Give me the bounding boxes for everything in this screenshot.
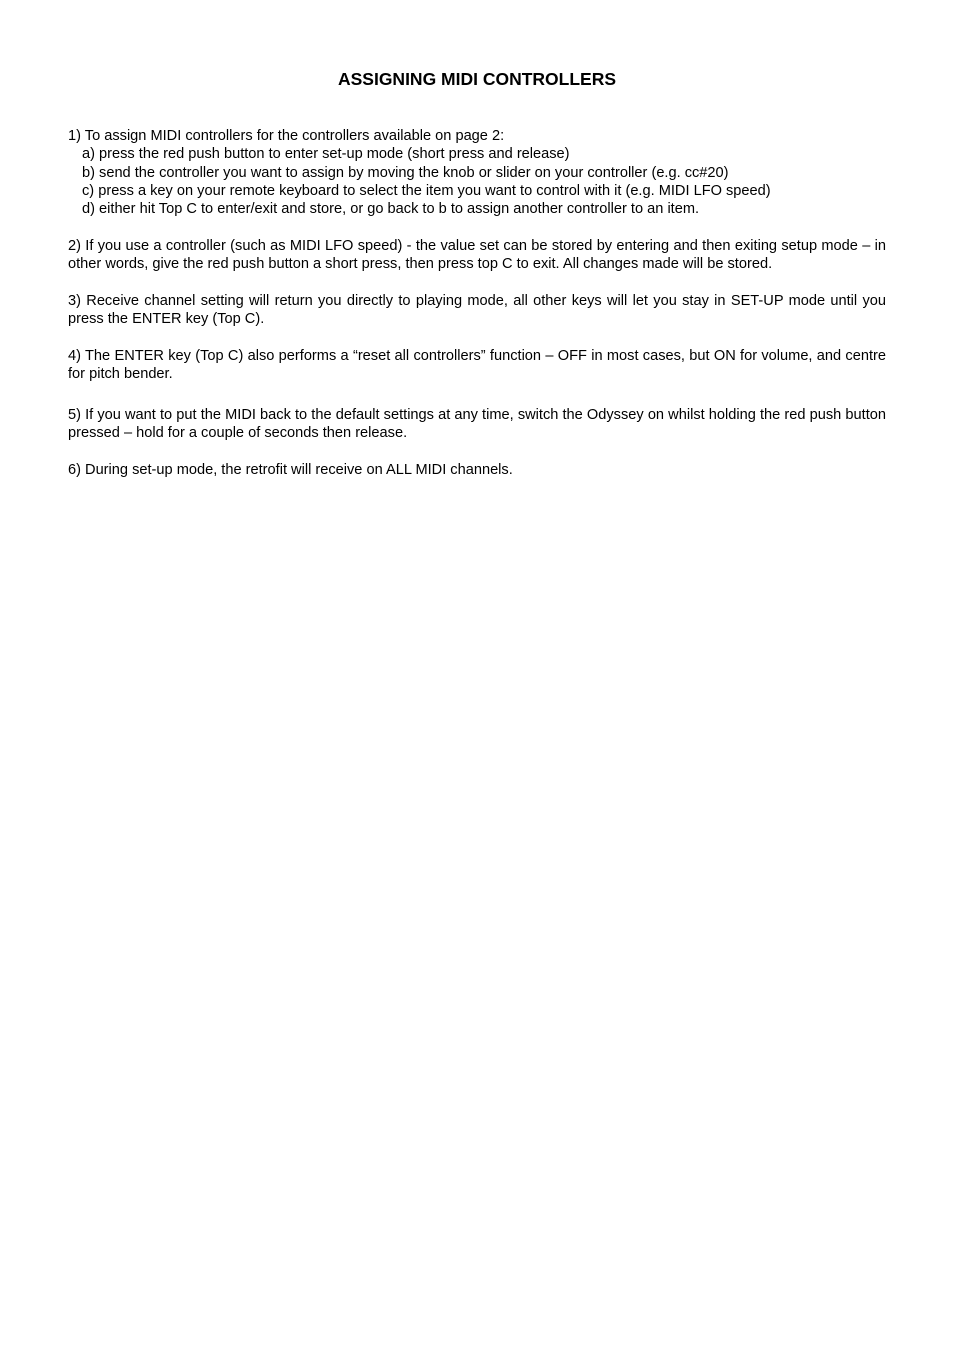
step-a: a) press the red push button to enter set-up mode (short press and release) [82, 146, 570, 163]
document-body [68, 127, 886, 479]
section-4: 4) The ENTER key (Top C) also performs a “reset all controllers” function – OFF in most cases, but ON for volume, and centre for pitch bender. [68, 347, 886, 382]
section-6: 6) During set-up mode, the retrofit will receive on ALL MIDI channels. [68, 462, 513, 479]
page-title: ASSIGNING MIDI CONTROLLERS [337, 69, 617, 89]
section-3: 3) Receive channel setting will return you directly to playing mode, all other keys will let you stay in SET-UP mode until you press the ENTER key (Top C). [68, 292, 886, 327]
section-2: 2) If you use a controller (such as MIDI LFO speed) - the value set can be stored by entering and then exiting setup mode – in other words, give the red push button a short press, then press top C to exit. All changes made will be stored. [68, 237, 886, 273]
section-1-heading: 1) To assign MIDI controllers for the controllers available on page 2: [68, 128, 505, 144]
step-b: b) send the controller you want to assign by moving the knob or slider on your controller (e.g. cc#20) [82, 164, 729, 181]
section-5: 5) If you want to put the MIDI back to the default settings at any time, switch the Odyssey on whilst holding the red push button pressed – hold for a couple of seconds then release. [68, 407, 886, 442]
section-1 [68, 127, 886, 218]
step-c: c) press a key on your remote keyboard to select the item you want to control with it (e.g. MIDI LFO speed) [82, 182, 771, 199]
step-d: d) either hit Top C to enter/exit and store, or go back to b to assign another controller to an item. [82, 201, 700, 218]
